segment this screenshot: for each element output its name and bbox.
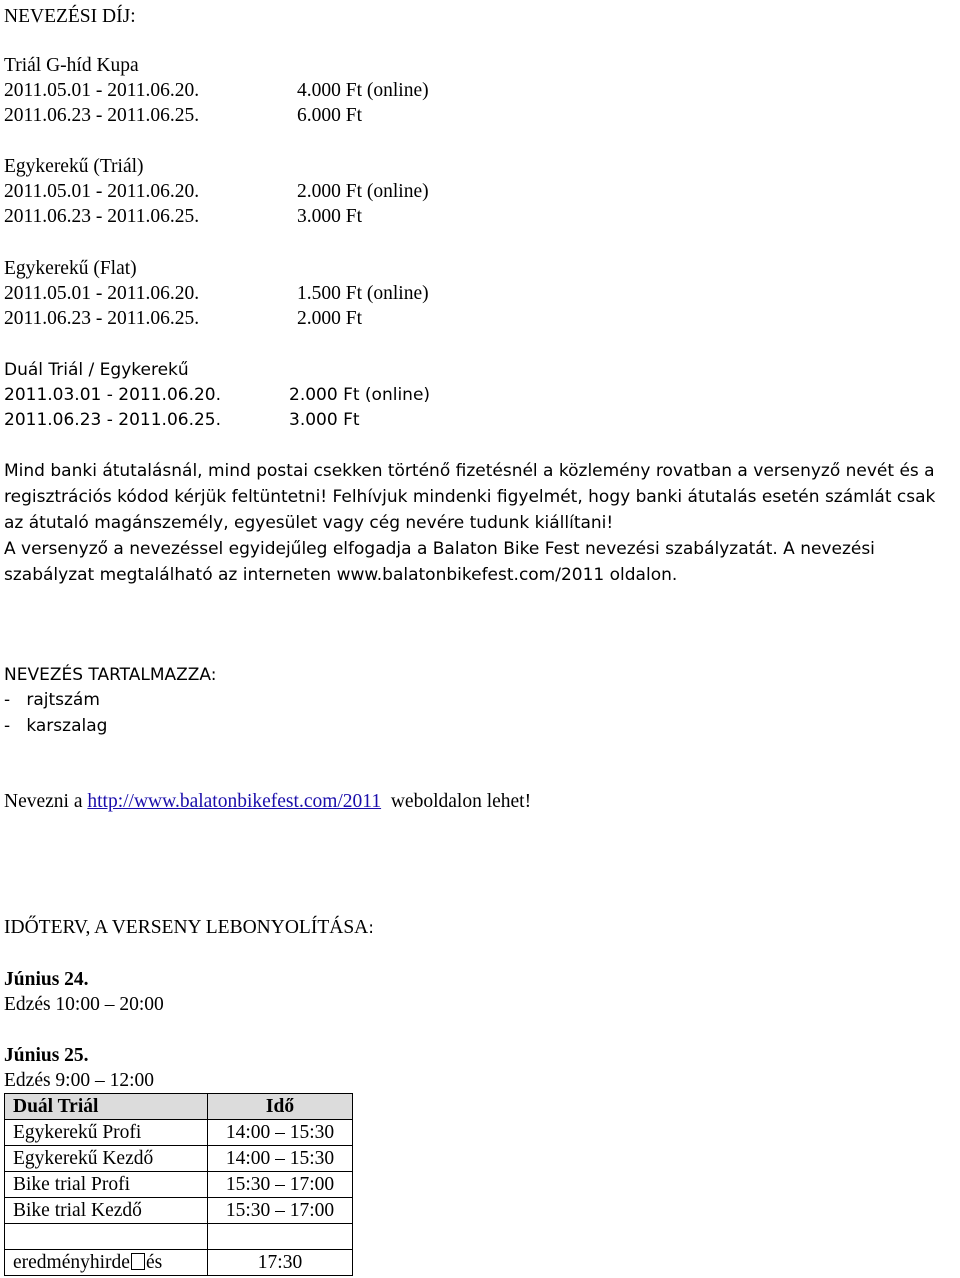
fee-group-title: Egykerekű (Flat) [4,258,137,279]
event-name [5,1250,208,1276]
fee-price: 4.000 Ft (online) [297,80,429,101]
register-prefix: Nevezni a [4,791,88,812]
event-name: Egykerekű Profi [5,1120,208,1146]
fee-group-title: Duál Triál / Egykerekű [4,360,189,380]
event-time: 15:30 – 17:00 [208,1172,353,1198]
schedule-heading-colon: : [368,918,374,938]
fee-group-title: Egykerekű (Triál) [4,156,144,177]
day-training: Edzés 9:00 – 12:00 [4,1070,155,1091]
register-link[interactable]: http://www.balatonbikefest.com/2011 [87,791,382,812]
empty-cell [5,1224,208,1250]
missing-glyph-icon [131,1253,145,1270]
payment-note-paragraph: Mind banki átutalásnál, mind postai csekken történő fizetésnél a közlemény rovatban a versenyző nevét és a regisztrációs kódod kérjük feltüntetni! Felhívjuk mindenki figyelmét, hogy banki átutalás esetén számlát csak az átutaló magánszemély, egyesület vagy cég nevére tudunk kiállítani! [4,461,936,533]
table-row [5,1250,353,1276]
fee-price: 3.000 Ft [289,410,360,430]
includes-heading: NEVEZÉS TARTALMAZZA: [4,665,217,685]
fee-price: 2.000 Ft (online) [289,385,431,405]
fee-period: 2011.06.23 - 2011.06.25. [4,410,222,430]
fee-price: 2.000 Ft (online) [297,181,429,202]
event-name: Bike trial Profi [5,1172,208,1198]
fee-price: 3.000 Ft [297,206,363,227]
event-time: 17:30 [208,1250,353,1276]
entry-fee-heading: NEVEZÉSI DÍJ: [4,6,136,27]
day-training: Edzés 10:00 – 20:00 [4,994,164,1015]
schedule-heading-text: IDŐTERV, A VERSENY LEBONYOLÍTÁSA [4,917,369,938]
table-header-cell: Duál Triál [5,1094,208,1120]
table-header-cell: Idő [208,1094,353,1120]
event-time: 15:30 – 17:00 [208,1198,353,1224]
fee-price: 2.000 Ft [297,308,363,329]
fee-price: 1.500 Ft (online) [297,283,429,304]
register-line [4,790,531,814]
fee-group-title: Triál G-híd Kupa [4,55,139,76]
register-suffix: weboldalon lehet! [381,791,532,812]
event-time: 14:00 – 15:30 [208,1146,353,1172]
event-time: 14:00 – 15:30 [208,1120,353,1146]
includes-item: - rajtszám [4,690,100,710]
fee-period: 2011.03.01 - 2011.06.20. [4,385,222,405]
includes-item: - karszalag [4,716,108,736]
table-row-empty [5,1224,353,1250]
event-name: Bike trial Kezdő [5,1198,208,1224]
rules-note-paragraph: A versenyző a nevezéssel egyidejűleg elfogadja a Balaton Bike Fest nevezési szabályzatát. A nevezési szabályzat megtalálható az interneten www.balatonbikefest.com/2011 oldalon. [4,539,875,585]
table-row [5,1198,353,1224]
schedule-heading [4,916,374,940]
schedule-table [4,1093,353,1276]
table-row [5,1172,353,1198]
fee-period: 2011.05.01 - 2011.06.20. [4,181,200,202]
fee-period: 2011.06.23 - 2011.06.25. [4,308,200,329]
empty-cell [208,1224,353,1250]
payment-note [4,458,956,588]
event-name: Egykerekű Kezdő [5,1146,208,1172]
result-label-part: és [145,1252,163,1273]
result-label-part: eredményhirde [13,1252,130,1273]
fee-price: 6.000 Ft [297,105,363,126]
fee-period: 2011.06.23 - 2011.06.25. [4,206,200,227]
fee-period: 2011.06.23 - 2011.06.25. [4,105,200,126]
table-row [5,1146,353,1172]
fee-period: 2011.05.01 - 2011.06.20. [4,80,200,101]
day-date: Június 24. [4,969,89,990]
table-row [5,1120,353,1146]
table-header-row [5,1094,353,1120]
day-date: Június 25. [4,1045,89,1066]
fee-period: 2011.05.01 - 2011.06.20. [4,283,200,304]
